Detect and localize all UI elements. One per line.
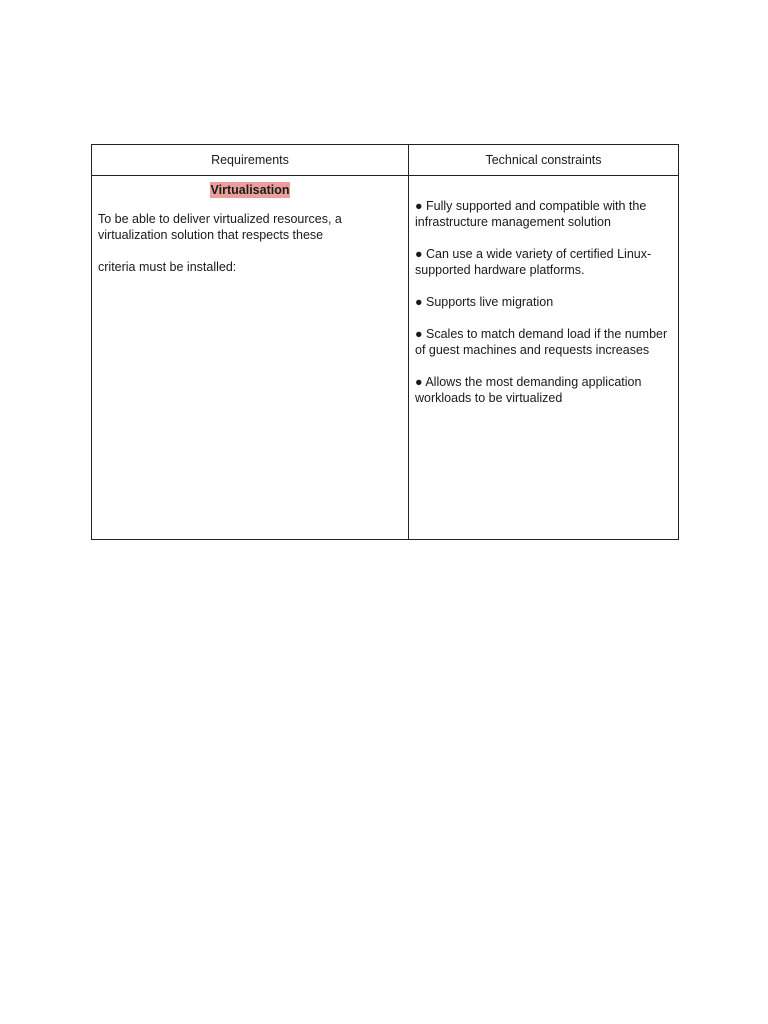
table-header-row [92, 145, 679, 176]
constraints-list [415, 182, 672, 406]
section-title-virtualisation: Virtualisation [210, 183, 290, 197]
requirement-paragraph-2: criteria must be installed: [98, 260, 237, 274]
requirements-header: Requirements [92, 145, 409, 176]
list-item: ● Fully supported and compatible with the infrastructure management solution [415, 199, 647, 229]
section-title-wrap [98, 182, 402, 198]
requirement-paragraph-1: To be able to deliver virtualized resources, a virtualization solution that respects these [98, 212, 342, 242]
list-item: ● Scales to match demand load if the number of guest machines and requests increases [415, 327, 668, 357]
requirement-cell [92, 176, 409, 540]
table-row [92, 176, 679, 540]
list-item: ● Allows the most demanding application workloads to be virtualized [415, 375, 642, 405]
list-item: ● Supports live migration [415, 295, 554, 309]
constraints-cell [409, 176, 679, 540]
technical-constraints-header: Technical constraints [409, 145, 679, 176]
requirements-table [91, 144, 679, 540]
list-item: ● Can use a wide variety of certified Linux-supported hardware platforms. [415, 247, 652, 277]
